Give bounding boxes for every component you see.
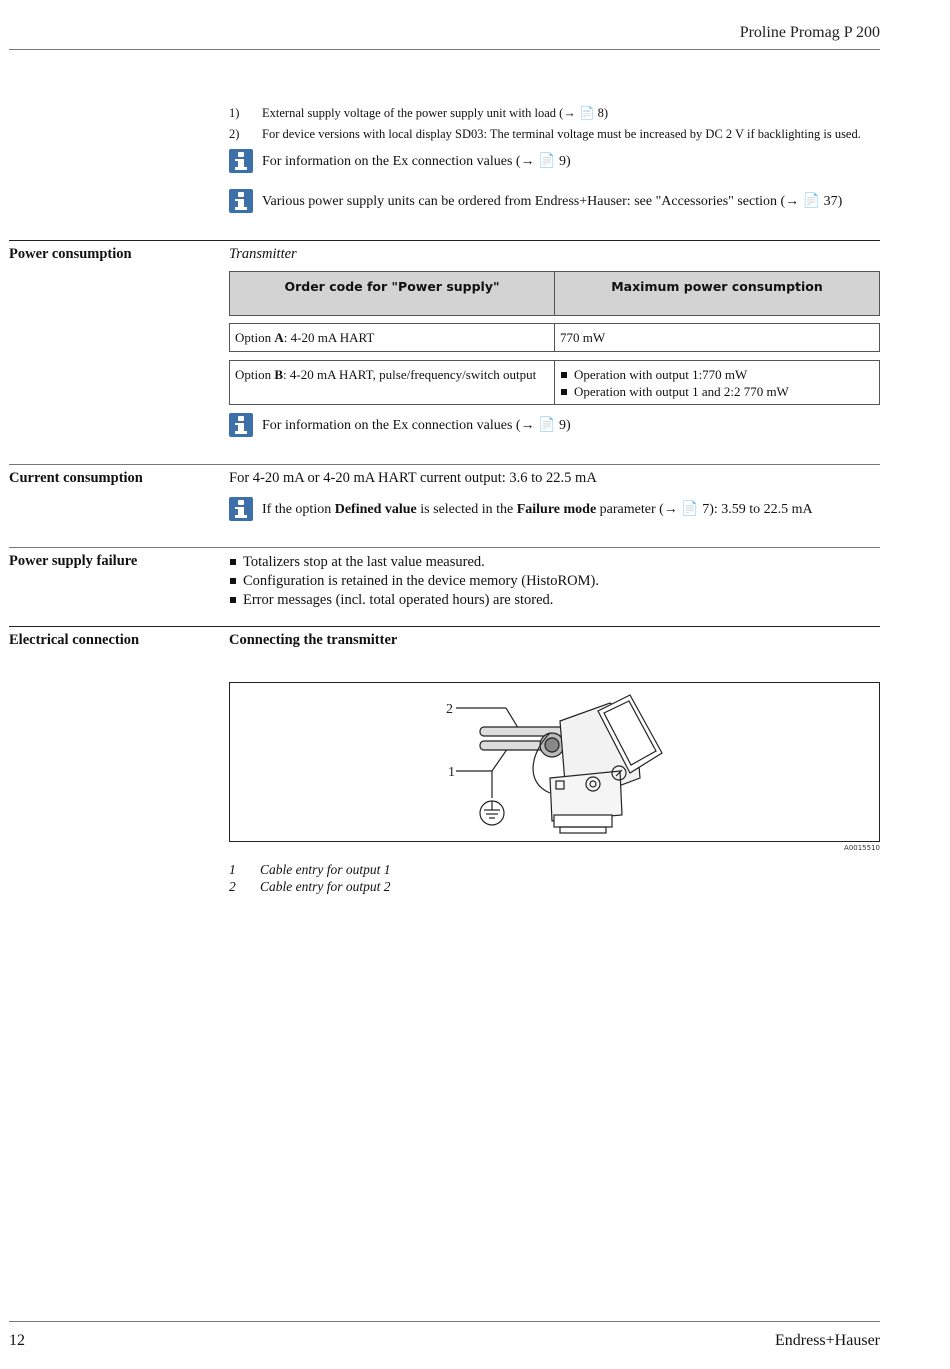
info-note-text: For information on the Ex connection values (→ 📄 9)	[262, 153, 571, 169]
info-icon	[229, 497, 253, 521]
legend-text: Cable entry for output 1	[260, 862, 391, 877]
info-note-failure-mode	[229, 497, 813, 521]
legend-number: 2	[229, 879, 236, 894]
option-code: B	[274, 367, 284, 382]
figure-code: A0015510	[844, 844, 880, 852]
option-code: A	[274, 330, 284, 345]
power-supply-failure-list	[229, 553, 599, 610]
callout-2: 2	[446, 702, 453, 717]
current-consumption-text: For 4-20 mA or 4-20 mA HART current output: 3.6 to 22.5 mA	[229, 470, 597, 486]
info-icon	[229, 149, 253, 173]
info-icon	[229, 189, 253, 213]
option-prefix: Option	[235, 330, 275, 345]
page-number: 12	[9, 1332, 25, 1349]
transmitter-subtitle: Transmitter	[229, 246, 297, 262]
info-note-text: Various power supply units can be ordered from Endress+Hauser: see "Accessories" section (→ 📄 37)	[262, 193, 843, 209]
info-note-ex-values-2	[229, 413, 571, 437]
list-item: Totalizers stop at the last value measured.	[229, 553, 599, 572]
footer-brand: Endress+Hauser	[775, 1332, 880, 1349]
option-description: : 4-20 mA HART, pulse/frequency/switch output	[283, 367, 537, 382]
info-note-ex-values	[229, 149, 571, 173]
info-icon	[229, 413, 253, 437]
table-cell-value-b	[554, 360, 880, 405]
list-item: Error messages (incl. total operated hours) are stored.	[229, 591, 599, 610]
footer-divider	[9, 1321, 880, 1322]
section-label-electrical-connection: Electrical connection	[9, 632, 140, 648]
connecting-transmitter-subtitle: Connecting the transmitter	[229, 632, 398, 648]
page-header-title: Proline Promag P 200	[739, 24, 880, 41]
section-divider	[9, 547, 880, 548]
figure-legend-1	[229, 862, 391, 878]
section-divider	[9, 240, 880, 241]
legend-number: 1	[229, 862, 236, 877]
transmitter-drawing	[230, 683, 879, 841]
table-cell-value-a: 770 mW	[554, 323, 880, 352]
table-cell-option-a	[229, 323, 555, 352]
transmitter-connection-figure	[229, 682, 880, 842]
callout-1: 1	[448, 765, 455, 780]
option-prefix: Option	[235, 367, 275, 382]
list-item: Configuration is retained in the device memory (HistoROM).	[229, 572, 599, 591]
table-header-order-code: Order code for "Power supply"	[229, 271, 555, 316]
option-description: : 4-20 mA HART	[283, 330, 375, 345]
info-note-text: If the option Defined value is selected in the Failure mode parameter (→ 📄 7): 3.59 to 22.5 mA	[262, 501, 813, 517]
legend-text: Cable entry for output 2	[260, 879, 391, 894]
section-label-power-consumption: Power consumption	[9, 246, 132, 262]
footnote-number: 2)	[229, 127, 240, 141]
footnote-text: External supply voltage of the power supply unit with load (→ 📄 8)	[262, 106, 609, 120]
info-note-accessories	[229, 189, 842, 213]
list-item: Operation with output 1 and 2:2 770 mW	[560, 383, 874, 400]
header-divider	[9, 49, 880, 50]
table-cell-option-b	[229, 360, 555, 405]
section-divider	[9, 626, 880, 627]
footnote-text: For device versions with local display SD03: The terminal voltage must be increased by DC 2 V if backlighting is used.	[262, 127, 861, 141]
footnote-1	[229, 106, 608, 121]
figure-legend-2	[229, 879, 391, 895]
footnote-2	[229, 127, 861, 142]
section-divider	[9, 464, 880, 465]
footnote-number: 1)	[229, 106, 240, 120]
section-label-current-consumption: Current consumption	[9, 470, 143, 486]
info-note-text: For information on the Ex connection values (→ 📄 9)	[262, 417, 571, 433]
section-label-power-supply-failure: Power supply failure	[9, 553, 138, 569]
table-header-max-power: Maximum power consumption	[554, 271, 880, 316]
list-item: Operation with output 1:770 mW	[560, 366, 874, 383]
